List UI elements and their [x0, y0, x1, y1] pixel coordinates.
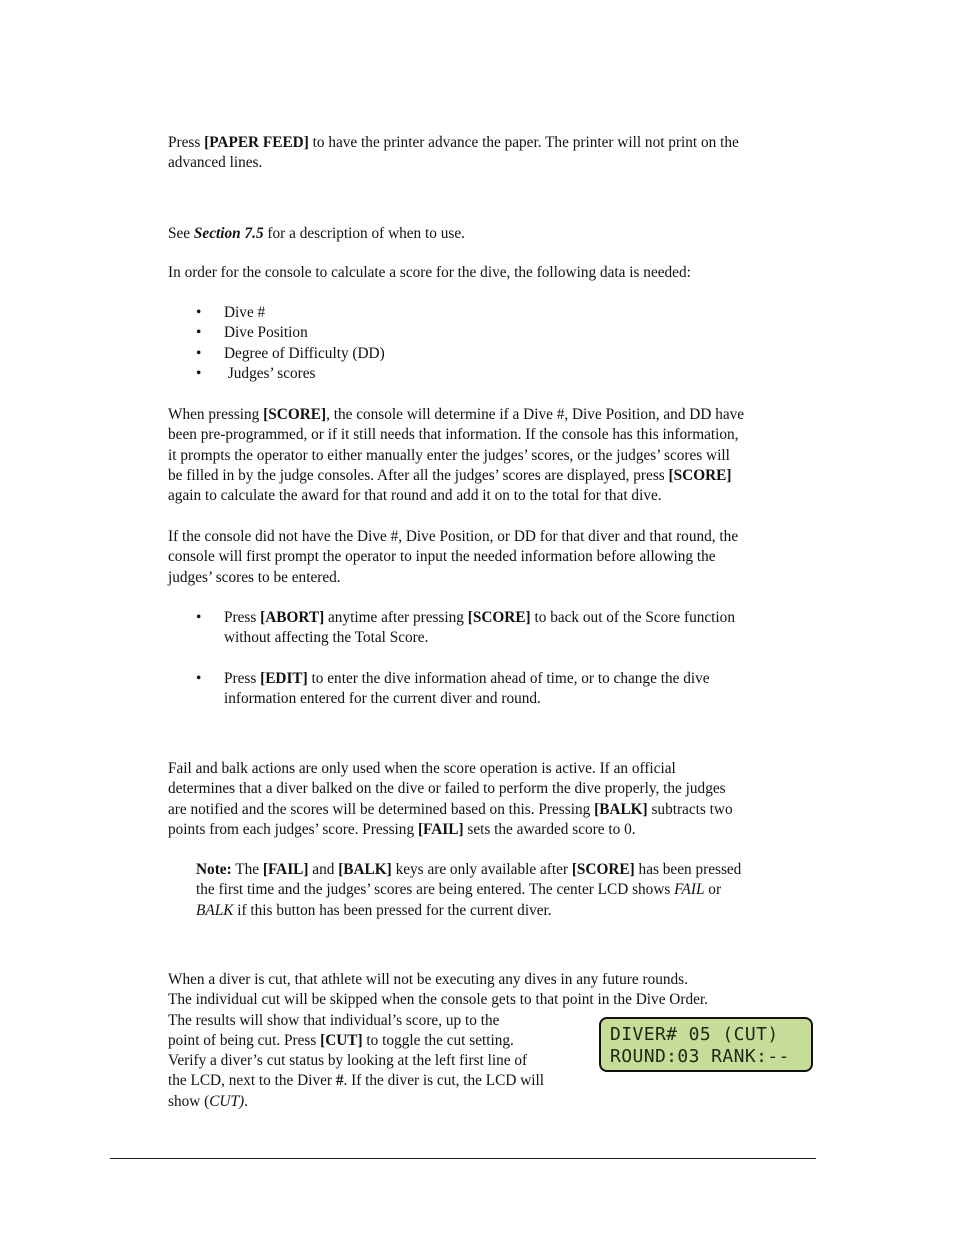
- no-info-paragraph: [168, 527, 818, 588]
- text: console will first prompt the operator to input the needed information before allowing the: [168, 548, 716, 566]
- text: . If the diver is cut, the LCD will: [343, 1072, 544, 1090]
- text: keys are only available after: [391, 861, 572, 878]
- list-item: • Degree of Difficulty (DD): [168, 344, 818, 364]
- note-block: [196, 860, 816, 921]
- text: The results will show that individual’s score, up to the: [168, 1011, 500, 1029]
- edit-bullet-list: [168, 669, 818, 710]
- key-label: [SCORE]: [571, 861, 635, 878]
- text: points from each judges’ score. Pressing: [168, 820, 418, 838]
- text: if this button has been pressed for the current diver.: [233, 901, 552, 919]
- text: When pressing: [168, 406, 264, 423]
- data-needed-list: [168, 303, 818, 384]
- text: anytime after pressing: [324, 609, 468, 626]
- key-label: [SCORE]: [263, 406, 327, 423]
- lcd-line-2: ROUND:03 RANK:--: [610, 1046, 790, 1067]
- key-label: [ABORT]: [260, 609, 325, 626]
- text: it prompts the operator to either manually enter the judges’ scores, or the judges’ scores will: [168, 446, 730, 464]
- key-label: [SCORE]: [668, 466, 732, 484]
- text: Fail and balk actions are only used when the score operation is active. If an official: [168, 760, 676, 777]
- emphasis: CUT): [209, 1092, 245, 1110]
- list-item: • Judges’ scores: [168, 364, 818, 384]
- text: or: [704, 881, 722, 899]
- text: and: [308, 861, 339, 878]
- text: point of being cut. Press: [168, 1031, 321, 1049]
- data-needed-intro: In order for the console to calculate a score for the dive, the following data is needed:: [168, 264, 691, 281]
- text: Press: [224, 609, 261, 626]
- text: information entered for the current diver and round.: [224, 690, 541, 708]
- text: Press: [224, 670, 261, 687]
- list-item: • Dive #: [168, 303, 818, 323]
- emphasis: FAIL: [674, 881, 705, 899]
- key-label: [CUT]: [320, 1031, 363, 1049]
- text: The individual cut will be skipped when the console gets to that point in the Dive Order.: [168, 991, 708, 1009]
- key-label: [BALK]: [594, 800, 648, 818]
- text: to have the printer advance the paper. The printer will not print on the: [308, 134, 739, 151]
- text: been pre-programmed, or if it still needs that information. If the console has this information,: [168, 426, 739, 444]
- text: the LCD, next to the Diver: [168, 1072, 336, 1090]
- lcd-display: [599, 1017, 813, 1072]
- note-label: Note:: [196, 861, 232, 878]
- key-label: [PAPER FEED]: [204, 134, 309, 151]
- text: to toggle the cut setting.: [362, 1031, 514, 1049]
- list-item: [168, 669, 818, 710]
- text: to enter the dive information ahead of time, or to change the dive: [307, 670, 710, 687]
- emphasis: BALK: [196, 901, 234, 919]
- score-paragraph: [168, 405, 818, 506]
- key-label: [EDIT]: [260, 670, 308, 687]
- lcd-line-1: DIVER# 05 (CUT): [610, 1024, 779, 1045]
- key-label: #: [335, 1072, 344, 1090]
- see-section-paragraph: [168, 224, 818, 244]
- text: See: [168, 225, 194, 242]
- paper-feed-paragraph: [168, 133, 818, 174]
- list-item: • Dive Position: [168, 323, 818, 343]
- key-label: [SCORE]: [467, 609, 531, 626]
- text: show (: [168, 1092, 210, 1110]
- text: , the console will determine if a Dive #, Dive Position, and DD have: [326, 406, 745, 423]
- text: determines that a diver balked on the dive or failed to perform the dive properly, the judges: [168, 780, 726, 798]
- text: .: [244, 1092, 248, 1110]
- fail-balk-paragraph: [168, 759, 818, 840]
- text: The: [231, 861, 263, 878]
- list-item: [168, 608, 818, 649]
- text: Press: [168, 134, 205, 151]
- text: the first time and the judges’ scores are being entered. The center LCD shows: [196, 881, 675, 899]
- text: without affecting the Total Score.: [224, 629, 429, 647]
- text: for a description of when to use.: [263, 225, 465, 242]
- text: judges’ scores to be entered.: [168, 568, 341, 586]
- section-reference: Section 7.5: [193, 225, 264, 242]
- key-label: [FAIL]: [417, 820, 464, 838]
- text: are notified and the scores will be determined based on this. Pressing: [168, 800, 595, 818]
- footer-divider: [110, 1158, 816, 1159]
- text: to back out of the Score function: [530, 609, 735, 626]
- key-label: [BALK]: [338, 861, 392, 878]
- abort-bullet-list: [168, 608, 818, 649]
- text: sets the awarded score to 0.: [463, 820, 636, 838]
- text: again to calculate the award for that round and add it on to the total for that dive.: [168, 487, 662, 505]
- text: subtracts two: [647, 800, 733, 818]
- key-label: [FAIL]: [262, 861, 309, 878]
- text: advanced lines.: [168, 154, 263, 172]
- text: When a diver is cut, that athlete will not be executing any dives in any future rounds.: [168, 971, 688, 988]
- text: be filled in by the judge consoles. After all the judges’ scores are displayed, press: [168, 466, 669, 484]
- text: has been pressed: [634, 861, 742, 878]
- text: If the console did not have the Dive #, Dive Position, or DD for that diver and that round, the: [168, 528, 739, 545]
- text: Verify a diver’s cut status by looking at the left first line of: [168, 1052, 528, 1070]
